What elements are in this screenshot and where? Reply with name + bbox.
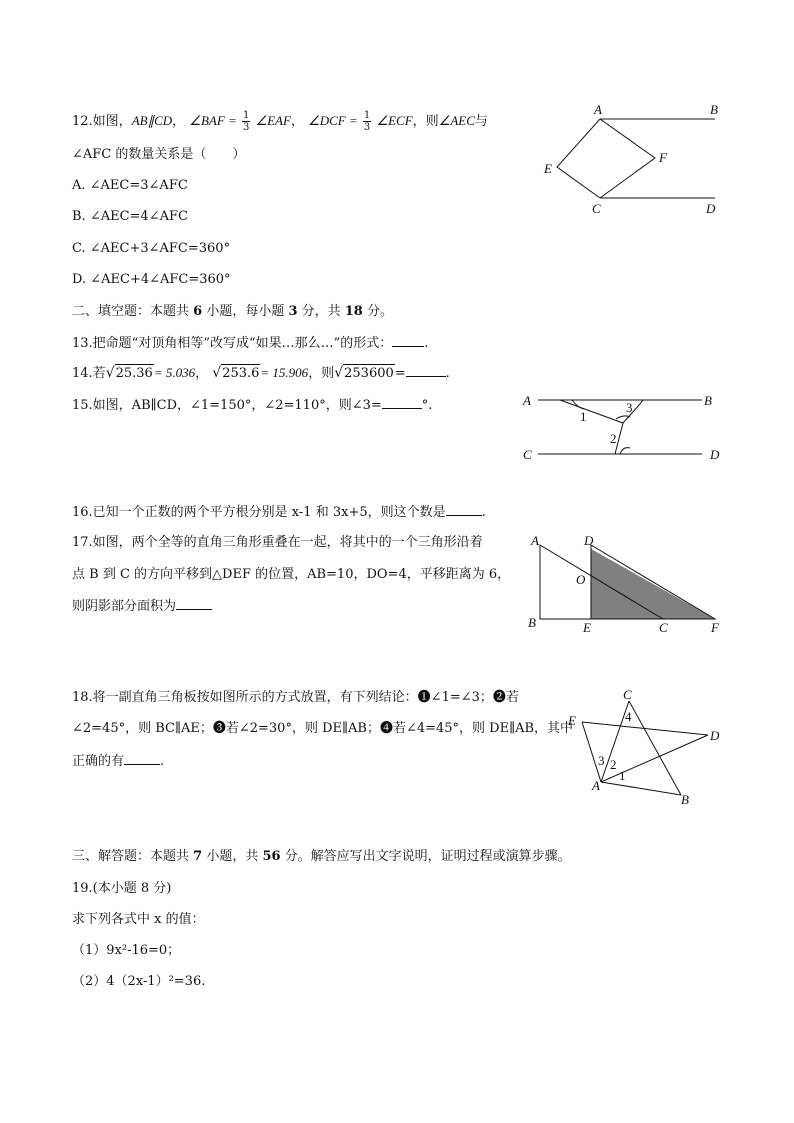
q19-title: 19.(本小题 8 分) — [72, 881, 172, 896]
q12-figure — [540, 100, 730, 220]
label-d: D — [710, 728, 720, 743]
q16: 16.已知一个正数的两个平方根分别是 x-1 和 3x+5，则这个数是 . — [72, 505, 486, 520]
section2-heading: 二、填空题：本题共 6 小题，每小题 3 分，共 18 分。 — [72, 304, 393, 319]
label-angle-2: 2 — [610, 431, 617, 446]
fraction-one-third: $\frac{1}{3}$ — [363, 110, 371, 133]
q15: 15.如图，AB∥CD，∠1=150°，∠2=110°，则∠3= °. — [72, 398, 433, 413]
q12-option-d: D. ∠AEC+4∠AFC=360° — [72, 272, 231, 287]
label-c: C — [523, 447, 532, 462]
q12-line1: 12.如图，AB∥CD， ∠BAF = $\frac{1}{3}$ ∠EAF， ∠DCF = $\frac{1}{3}$ ∠ECF，则∠AEC与 — [72, 110, 488, 133]
label-b: B — [681, 792, 689, 807]
q15-figure — [520, 390, 730, 465]
label-f: F — [711, 620, 719, 635]
label-angle-1: 1 — [580, 409, 587, 424]
label-e: E — [568, 713, 576, 728]
answer-blank — [446, 503, 482, 516]
q12-option-c: C. ∠AEC+3∠AFC=360° — [72, 241, 231, 256]
q18-line2: ∠2=45°，则 BC∥AE；❸若∠2=30°，则 DE∥AB；❹若∠4=45°，则 DE∥AB，其中 — [72, 721, 574, 736]
label-b: B — [528, 615, 536, 630]
q12-line2: ∠AFC 的数量关系是（ ） — [72, 147, 246, 162]
q17-line1: 17.如图，两个全等的直角三角形重叠在一起，将其中的一个三角形沿着 — [72, 535, 483, 550]
label-a: A — [594, 102, 602, 117]
answer-blank — [382, 396, 422, 409]
label-a: A — [592, 778, 600, 793]
label-b: B — [704, 393, 712, 408]
q18-line3: 正确的有 . — [72, 754, 165, 769]
fraction-one-third: $\frac{1}{3}$ — [242, 110, 250, 133]
label-angle-1: 1 — [619, 768, 626, 783]
q14: 14.若√25.36= 5.036， √253.6= 15.906，则√253600= . — [72, 365, 450, 381]
q12-option-b: B. ∠AEC=4∠AFC — [72, 209, 188, 224]
q17-figure — [525, 535, 725, 635]
q19-prompt: 求下列各式中 x 的值： — [72, 912, 205, 927]
label-a: A — [531, 533, 539, 548]
label-d: D — [710, 447, 720, 462]
q19-part1: （1）9x²-16=0； — [72, 943, 181, 958]
label-angle-3: 3 — [626, 400, 633, 415]
label-f: F — [659, 150, 667, 165]
answer-blank — [176, 597, 212, 610]
label-b: B — [710, 102, 718, 117]
q17-line3: 则阴影部分面积为 — [72, 597, 212, 616]
q18-figure — [565, 688, 725, 813]
label-c: C — [659, 620, 668, 635]
q12-option-a: A. ∠AEC=3∠AFC — [72, 178, 188, 193]
q18-line1: 18.将一副直角三角板按如图所示的方式放置，有下列结论：❶∠1=∠3；❷若 — [72, 690, 519, 705]
label-o: O — [576, 572, 586, 587]
label-d: D — [706, 201, 716, 216]
answer-blank — [392, 334, 424, 347]
section3-heading: 三、解答题：本题共 7 小题，共 56 分。解答应写出文字说明，证明过程或演算步骤。 — [72, 849, 571, 864]
answer-blank — [124, 752, 160, 765]
label-angle-2: 2 — [610, 757, 617, 772]
label-d: D — [584, 533, 594, 548]
label-a: A — [523, 393, 531, 408]
answer-blank — [406, 364, 446, 377]
q13: 13.把命题“对顶角相等”改写成“如果…那么…”的形式： . — [72, 336, 429, 351]
label-c: C — [623, 687, 632, 702]
label-angle-3: 3 — [598, 753, 605, 768]
label-angle-4: 4 — [625, 709, 632, 724]
label-c: C — [592, 201, 601, 216]
q17-line2: 点 B 到 C 的方向平移到△DEF 的位置，AB=10，DO=4，平移距离为 6， — [72, 567, 511, 582]
q19-part2: （2）4（2x-1）²=36. — [72, 974, 206, 989]
label-e: E — [583, 620, 591, 635]
label-e: E — [544, 161, 552, 176]
